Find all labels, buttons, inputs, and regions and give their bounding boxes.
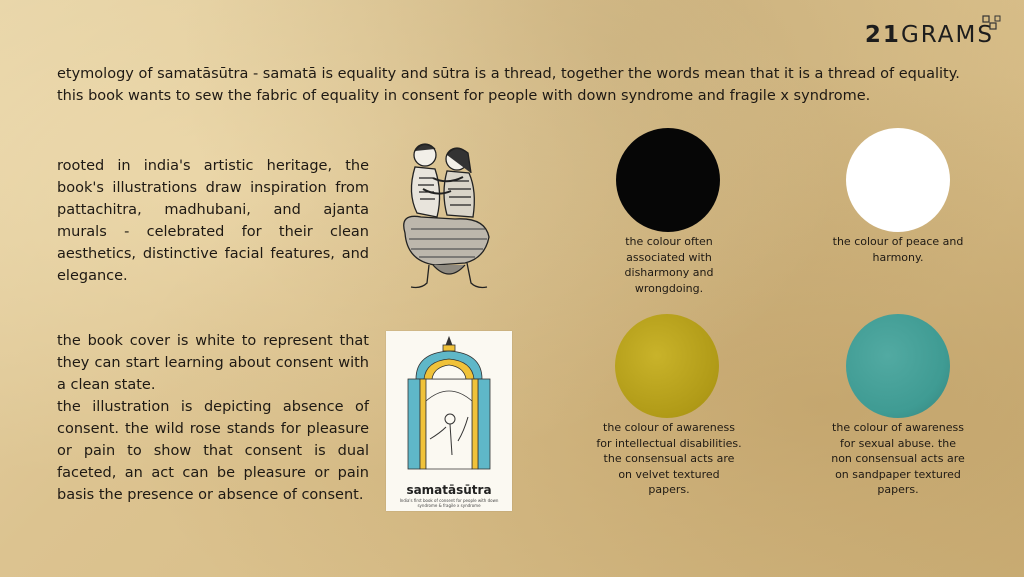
logo-mark-icon bbox=[982, 15, 1002, 35]
book-cover bbox=[386, 331, 512, 511]
cover-description-paragraph: the book cover is white to represent that they can start learning about consent with a clean state. the illustration is depicting absence of consent. the wild rose stands for pleasure or pain to show that consent is dual faceted, an act can be pleasure or pain basis the presence or absence of consent. bbox=[57, 333, 369, 503]
brand-word: GRAMS bbox=[900, 22, 994, 48]
white-caption: the colour of peace and harmony. bbox=[832, 235, 964, 264]
teal-swatch bbox=[846, 314, 950, 418]
cover-title: samatāsūtra bbox=[406, 483, 492, 497]
teal-caption: the colour of awareness for sexual abuse. the non consensual acts are on sandpaper textured papers. bbox=[831, 421, 965, 496]
cover-subtitle: India's first book of consent for people with down syndrome & fragile x syndrome bbox=[399, 498, 499, 508]
couple-illustration bbox=[385, 133, 510, 293]
brand-number: 21 bbox=[864, 22, 901, 48]
etymology-paragraph: etymology of samatāsūtra - samatā is equality and sūtra is a thread, together the words mean that it is a thread of equality. this book wants to sew the fabric of equality in consent for people with down syndrome and fragile x syndrome. bbox=[57, 66, 960, 104]
yellow-caption: the colour of awareness for intellectual disabilities. the consensual acts are on velvet textured papers. bbox=[596, 421, 742, 496]
white-swatch bbox=[846, 128, 950, 232]
temple-arch-illustration bbox=[386, 331, 512, 481]
brand-logo bbox=[865, 22, 994, 48]
yellow-swatch bbox=[615, 314, 719, 418]
heritage-paragraph: rooted in india's artistic heritage, the book's illustrations draw inspiration from pattachitra, madhubani, and ajanta murals - celebrated for their clean aesthetics, distinctive facial features, and elegance. bbox=[57, 158, 369, 284]
black-caption: the colour often associated with disharmony and wrongdoing. bbox=[624, 235, 714, 295]
black-swatch bbox=[616, 128, 720, 232]
